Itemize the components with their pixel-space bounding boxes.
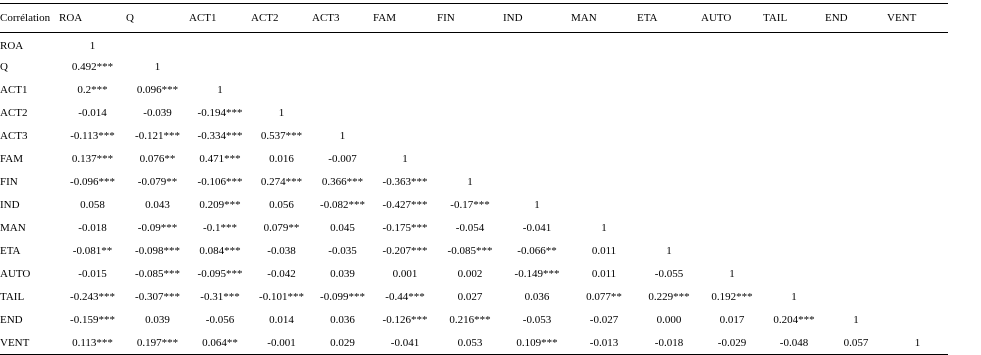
correlation-cell xyxy=(503,102,571,125)
correlation-cell: 0.014 xyxy=(269,314,294,326)
correlation-cell: 0.537*** xyxy=(260,130,303,142)
correlation-cell xyxy=(825,125,887,148)
correlation-cell: -0.121*** xyxy=(135,130,180,142)
table-row xyxy=(0,171,948,194)
table-row xyxy=(0,125,948,148)
correlation-cell xyxy=(701,240,763,263)
correlation-cell: 0.058 xyxy=(80,199,105,211)
table-row xyxy=(0,263,948,286)
correlation-cell: 0.057 xyxy=(825,332,887,355)
correlation-cell: -0.038 xyxy=(267,245,296,257)
correlation-cell xyxy=(571,194,637,217)
correlation-cell: 0.039 xyxy=(330,268,355,280)
table-body xyxy=(0,33,948,355)
correlation-cell xyxy=(373,56,437,79)
correlation-cell xyxy=(887,79,948,102)
correlation-cell: 0.036 xyxy=(330,314,355,326)
correlation-cell xyxy=(887,33,948,56)
column-header: ACT1 xyxy=(189,4,251,33)
correlation-cell: -0.149*** xyxy=(514,268,560,280)
correlation-cell xyxy=(701,217,763,240)
correlation-table xyxy=(0,3,948,355)
correlation-cell: -0.053 xyxy=(522,314,552,326)
correlation-cell: -0.015 xyxy=(78,268,107,280)
correlation-cell xyxy=(763,148,825,171)
row-label: MAN xyxy=(0,222,26,234)
correlation-cell: 0.017 xyxy=(719,314,745,326)
correlation-cell: 0.113*** xyxy=(59,332,126,355)
correlation-cell xyxy=(373,125,437,148)
column-header: ROA xyxy=(59,4,126,33)
correlation-cell xyxy=(437,79,503,102)
table-row xyxy=(0,102,948,125)
table-row xyxy=(0,286,948,309)
correlation-cell xyxy=(825,102,887,125)
correlation-cell: 0.045 xyxy=(330,222,355,234)
correlation-cell: 0.029 xyxy=(312,332,373,355)
correlation-cell: -0.085*** xyxy=(447,245,493,257)
correlation-cell xyxy=(571,171,637,194)
correlation-cell xyxy=(701,148,763,171)
correlation-cell: -0.17*** xyxy=(450,199,490,211)
correlation-cell: 0.492*** xyxy=(71,61,114,73)
correlation-cell: -0.027 xyxy=(589,314,619,326)
row-label: ACT1 xyxy=(0,84,28,96)
correlation-cell: -0.095*** xyxy=(197,268,243,280)
correlation-cell xyxy=(637,217,701,240)
correlation-cell: 0.366*** xyxy=(321,176,364,188)
row-label: TAIL xyxy=(0,291,25,303)
correlation-cell: -0.054 xyxy=(455,222,485,234)
correlation-cell xyxy=(701,125,763,148)
correlation-cell: 1 xyxy=(89,40,96,53)
correlation-cell: 0.084*** xyxy=(199,245,241,257)
correlation-cell: 0.076** xyxy=(139,153,176,165)
correlation-cell: 1 xyxy=(729,268,735,280)
table-row xyxy=(0,332,948,355)
correlation-cell: -0.175*** xyxy=(382,222,428,234)
correlation-cell xyxy=(637,33,701,56)
correlation-cell: -0.099*** xyxy=(320,291,365,303)
correlation-cell: -0.056 xyxy=(205,314,235,326)
correlation-cell: -0.159*** xyxy=(70,314,115,326)
correlation-cell xyxy=(701,102,763,125)
correlation-cell: 0.043 xyxy=(145,199,170,211)
correlation-cell: -0.029 xyxy=(701,332,763,355)
correlation-cell: -0.31*** xyxy=(200,291,240,303)
correlation-cell xyxy=(825,171,887,194)
correlation-cell xyxy=(701,171,763,194)
column-header: FAM xyxy=(373,4,437,33)
correlation-cell xyxy=(312,79,373,102)
correlation-cell xyxy=(437,148,503,171)
correlation-cell: -0.243*** xyxy=(70,291,115,303)
correlation-cell xyxy=(251,79,312,102)
correlation-cell: 1 xyxy=(887,332,948,355)
correlation-cell xyxy=(637,79,701,102)
correlation-cell: 0.064** xyxy=(189,332,251,355)
correlation-cell xyxy=(825,56,887,79)
correlation-cell xyxy=(887,171,948,194)
correlation-cell: 0.001 xyxy=(392,268,418,280)
table-row xyxy=(0,56,948,79)
correlation-cell: 1 xyxy=(154,61,161,73)
table-header xyxy=(0,4,948,33)
row-label: ETA xyxy=(0,245,21,257)
correlation-cell xyxy=(126,33,189,56)
correlation-cell xyxy=(887,286,948,309)
correlation-cell xyxy=(825,217,887,240)
correlation-cell: 1 xyxy=(791,291,797,303)
correlation-cell xyxy=(701,194,763,217)
correlation-cell xyxy=(637,194,701,217)
correlation-cell: 0.109*** xyxy=(503,332,571,355)
row-label: AUTO xyxy=(0,268,31,280)
table-row xyxy=(0,148,948,171)
correlation-cell xyxy=(887,194,948,217)
correlation-cell xyxy=(189,33,251,56)
correlation-cell: -0.039 xyxy=(143,107,172,119)
correlation-cell xyxy=(887,125,948,148)
correlation-cell: -0.035 xyxy=(328,245,357,257)
correlation-cell: 1 xyxy=(402,153,408,165)
table-row xyxy=(0,217,948,240)
correlation-cell: 1 xyxy=(666,245,672,257)
correlation-cell xyxy=(763,240,825,263)
correlation-cell xyxy=(437,33,503,56)
correlation-cell xyxy=(251,56,312,79)
table-row xyxy=(0,33,948,56)
correlation-cell: -0.113*** xyxy=(70,130,115,142)
correlation-cell xyxy=(571,125,637,148)
correlation-cell: -0.44*** xyxy=(385,291,425,303)
column-header: ACT3 xyxy=(312,4,373,33)
correlation-cell xyxy=(503,125,571,148)
correlation-cell xyxy=(763,79,825,102)
correlation-cell: -0.098*** xyxy=(135,245,180,257)
correlation-cell: -0.427*** xyxy=(382,199,428,211)
correlation-cell xyxy=(887,56,948,79)
correlation-cell: -0.09*** xyxy=(137,222,178,234)
correlation-cell xyxy=(437,56,503,79)
correlation-cell: 0.039 xyxy=(145,314,170,326)
correlation-cell xyxy=(437,125,503,148)
correlation-cell xyxy=(373,102,437,125)
correlation-cell: -0.106*** xyxy=(197,176,243,188)
correlation-cell xyxy=(503,56,571,79)
row-label: VENT xyxy=(0,332,59,355)
column-header: TAIL xyxy=(763,4,825,33)
correlation-cell: 1 xyxy=(534,199,540,211)
correlation-cell: 0.053 xyxy=(437,332,503,355)
correlation-cell: -0.055 xyxy=(654,268,684,280)
correlation-cell xyxy=(373,33,437,56)
correlation-cell: 1 xyxy=(217,84,223,96)
row-label: Q xyxy=(0,61,8,73)
correlation-cell xyxy=(571,79,637,102)
correlation-cell: -0.013 xyxy=(571,332,637,355)
correlation-cell: 1 xyxy=(601,222,607,234)
correlation-cell xyxy=(571,33,637,56)
correlation-cell: -0.007 xyxy=(328,153,357,165)
correlation-cell xyxy=(763,56,825,79)
correlation-cell xyxy=(637,125,701,148)
correlation-cell: -0.194*** xyxy=(197,107,243,119)
column-header: VENT xyxy=(887,4,948,33)
correlation-cell xyxy=(312,33,373,56)
correlation-cell xyxy=(373,79,437,102)
correlation-cell: -0.048 xyxy=(763,332,825,355)
correlation-cell: 1 xyxy=(853,314,859,326)
correlation-cell: 0.274*** xyxy=(260,176,303,188)
correlation-cell xyxy=(503,79,571,102)
correlation-cell: -0.081** xyxy=(72,245,113,257)
correlation-cell: 0.036 xyxy=(524,291,550,303)
row-label: ACT3 xyxy=(0,130,28,142)
row-label: FIN xyxy=(0,176,18,188)
correlation-cell xyxy=(701,79,763,102)
correlation-cell: 0.002 xyxy=(457,268,483,280)
correlation-cell xyxy=(251,33,312,56)
correlation-cell: 0.016 xyxy=(269,153,294,165)
table-row xyxy=(0,240,948,263)
correlation-cell: 1 xyxy=(278,107,285,119)
column-header: ETA xyxy=(637,4,701,33)
correlation-cell: 0.011 xyxy=(591,268,617,280)
correlation-cell: -0.042 xyxy=(267,268,296,280)
correlation-cell: -0.334*** xyxy=(197,130,243,142)
correlation-cell: 0.197*** xyxy=(126,332,189,355)
correlation-cell: -0.363*** xyxy=(382,176,428,188)
correlation-cell xyxy=(887,263,948,286)
correlation-cell xyxy=(825,148,887,171)
correlation-cell xyxy=(701,33,763,56)
correlation-cell xyxy=(825,286,887,309)
correlation-cell: 0.229*** xyxy=(648,291,690,303)
row-label: ACT2 xyxy=(0,107,28,119)
correlation-cell xyxy=(637,171,701,194)
correlation-cell: 0.096*** xyxy=(136,84,179,96)
correlation-cell: 0.216*** xyxy=(449,314,491,326)
correlation-cell: 0.000 xyxy=(656,314,682,326)
correlation-cell xyxy=(763,171,825,194)
column-header: END xyxy=(825,4,887,33)
correlation-cell xyxy=(503,148,571,171)
correlation-cell: 0.137*** xyxy=(71,153,114,165)
correlation-cell: -0.085*** xyxy=(135,268,180,280)
row-label: ROA xyxy=(0,40,24,53)
correlation-cell xyxy=(763,125,825,148)
correlation-cell: -0.126*** xyxy=(382,314,428,326)
correlation-cell: 0.209*** xyxy=(199,199,241,211)
column-header: IND xyxy=(503,4,571,33)
correlation-cell xyxy=(887,309,948,332)
correlation-cell xyxy=(825,263,887,286)
correlation-cell xyxy=(437,102,503,125)
correlation-cell xyxy=(503,33,571,56)
header-row xyxy=(0,4,948,33)
correlation-cell xyxy=(887,148,948,171)
table-row xyxy=(0,79,948,102)
correlation-cell xyxy=(763,217,825,240)
correlation-cell: -0.001 xyxy=(251,332,312,355)
column-header: MAN xyxy=(571,4,637,33)
correlation-cell: -0.041 xyxy=(522,222,552,234)
correlation-cell xyxy=(825,240,887,263)
correlation-cell xyxy=(637,56,701,79)
header-corner-label: Corrélation xyxy=(0,4,59,33)
correlation-cell xyxy=(763,263,825,286)
correlation-cell xyxy=(571,148,637,171)
correlation-cell: -0.014 xyxy=(78,107,107,119)
row-label: IND xyxy=(0,199,20,211)
correlation-cell xyxy=(763,194,825,217)
correlation-cell: 0.079** xyxy=(263,222,300,234)
correlation-cell xyxy=(312,102,373,125)
correlation-cell: 0.011 xyxy=(591,245,617,257)
correlation-cell: -0.082*** xyxy=(320,199,365,211)
correlation-cell xyxy=(763,33,825,56)
correlation-cell: 0.204*** xyxy=(773,314,815,326)
correlation-cell xyxy=(571,102,637,125)
correlation-cell xyxy=(637,102,701,125)
correlation-cell: 1 xyxy=(467,176,473,188)
correlation-cell xyxy=(887,240,948,263)
correlation-cell xyxy=(701,56,763,79)
correlation-cell xyxy=(825,33,887,56)
correlation-cell: -0.041 xyxy=(373,332,437,355)
correlation-cell: 1 xyxy=(339,130,346,142)
correlation-cell: 0.077** xyxy=(586,291,622,303)
correlation-cell: 0.2*** xyxy=(77,84,108,96)
column-header: FIN xyxy=(437,4,503,33)
correlation-cell xyxy=(825,194,887,217)
column-header: Q xyxy=(126,4,189,33)
correlation-cell xyxy=(763,102,825,125)
correlation-cell xyxy=(189,56,251,79)
column-header: AUTO xyxy=(701,4,763,33)
correlation-cell xyxy=(887,217,948,240)
correlation-cell: -0.018 xyxy=(637,332,701,355)
correlation-cell: -0.1*** xyxy=(203,222,237,234)
correlation-cell: 0.056 xyxy=(269,199,294,211)
correlation-cell: 0.471*** xyxy=(199,153,241,165)
correlation-cell xyxy=(887,102,948,125)
correlation-cell xyxy=(637,148,701,171)
correlation-cell: -0.066** xyxy=(517,245,557,257)
correlation-cell: -0.079** xyxy=(137,176,178,188)
correlation-cell: -0.207*** xyxy=(382,245,428,257)
correlation-cell: 0.192*** xyxy=(711,291,753,303)
correlation-cell xyxy=(312,56,373,79)
row-label: FAM xyxy=(0,153,24,165)
correlation-cell: -0.096*** xyxy=(70,176,115,188)
table-row xyxy=(0,194,948,217)
correlation-cell: -0.101*** xyxy=(259,291,304,303)
correlation-cell: 0.027 xyxy=(457,291,483,303)
correlation-cell: -0.018 xyxy=(78,222,107,234)
column-header: ACT2 xyxy=(251,4,312,33)
correlation-cell xyxy=(571,56,637,79)
table-row xyxy=(0,309,948,332)
correlation-cell xyxy=(503,171,571,194)
row-label: END xyxy=(0,314,23,326)
correlation-cell xyxy=(825,79,887,102)
correlation-cell: -0.307*** xyxy=(135,291,180,303)
